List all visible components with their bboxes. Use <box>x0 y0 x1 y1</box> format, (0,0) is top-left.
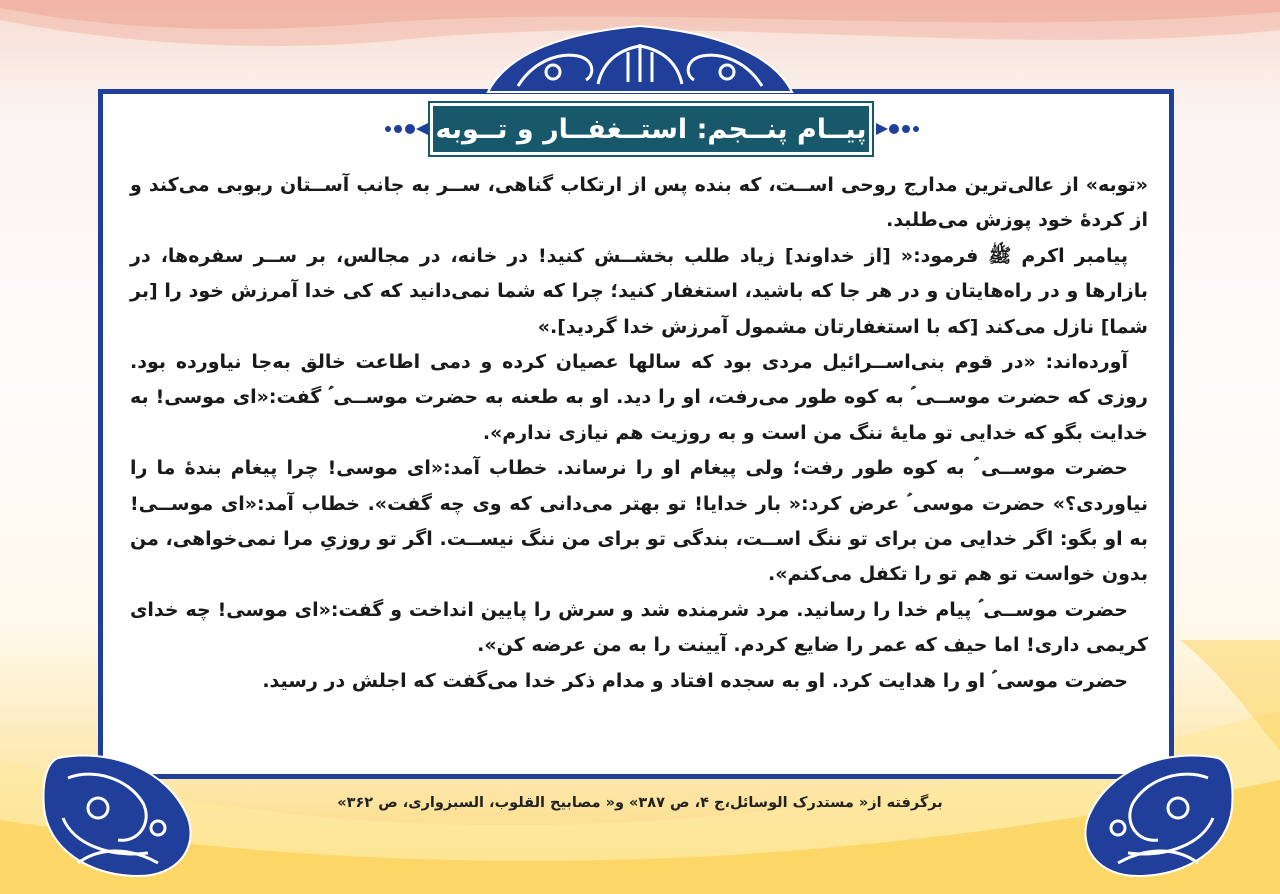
paragraph: حضرت موســی ؑ به کوه طور رفت؛ ولی پیغام او را نرساند. خطاب آمد:«ای موسی! چرا پیغام بندۀ ما را نیاوردی؟» حضرت موسی ؑ عرض کرد:« بار خدایا! تو بهتر می‌دانی که وی چه گفت». خطاب آمد:«ای موســی! به او بگو: اگر خدایی من برای تو ننگ اســت، بندگی تو برای من ننگ نیســت. اگر تو روزیِ مرا نمی‌خواهی، من بدون خواست تو هم تو را تکفل می‌کنم». <box>130 457 1148 586</box>
corner-ornament-icon <box>1078 748 1238 880</box>
corner-ornament-icon <box>38 748 198 880</box>
paragraph: حضرت موسی ؑ او را هدایت کرد. او به سجده افتاد و مدام ذکر خدا می‌گفت که اجلش در رسید. <box>262 669 1128 692</box>
paragraph: «توبه» از عالی‌ترین مدارج روحی اســت، که بنده پس از ارتکاب گناهی، ســر به جانب آســتان ربوبی می‌کند و از کردۀ خود پوزش می‌طلبد. <box>130 174 1148 232</box>
paragraph: حضرت موســی ؑ پیام خدا را رسانید. مرد شرمنده شد و سرش را پایین انداخت و گفت:«ای موسی! چه خدای کریمی داری! اما حیف که عمر را ضایع کردم. آیینت را به من عرضه کن». <box>130 598 1148 657</box>
article-body <box>130 168 1148 699</box>
title-flourish-icon <box>382 120 430 138</box>
title-flourish-icon <box>874 120 922 138</box>
page-title <box>430 103 872 155</box>
paragraph: پیامبر اکرم ﷺ فرمود:« [از خداوند] زیاد طلب بخشــش کنید! در خانه، در مجالس، بر ســر سفره‌ها، در بازارها و در راه‌هایتان و در هر جا که باشید، استغفار کنید؛ چرا که شما نمی‌دانید که کی خدا آمرزش خود را [بر شما] نازل می‌کند [که با استغفارتان مشمول آمرزش خدا گردید].» <box>130 244 1148 338</box>
paragraph: آورده‌اند: «در قوم بنی‌اســرائیل مردی بود که سالها عصیان کرده و دمی اطاعت خالق به‌جا نیاورده بود. روزی که حضرت موســی ؑ به کوه طور می‌رفت، او را دید. او به طعنه به حضرت موســی ؑ گفت:«ای موسی! به خدایت بگو که خدایی تو مایۀ ننگ من است و به روزیت هم نیازی ندارم». <box>130 351 1148 444</box>
source-reference: برگرفته از« مستدرک الوسائل،ج ۴، ص ۳۸۷» و« مصابیح القلوب، السبزواری، ص ۳۶۲» <box>337 795 943 811</box>
page-title-text: پیــام پنــجم: استــغفــار و تــوبه <box>435 113 867 145</box>
top-ornament-icon <box>478 22 802 96</box>
